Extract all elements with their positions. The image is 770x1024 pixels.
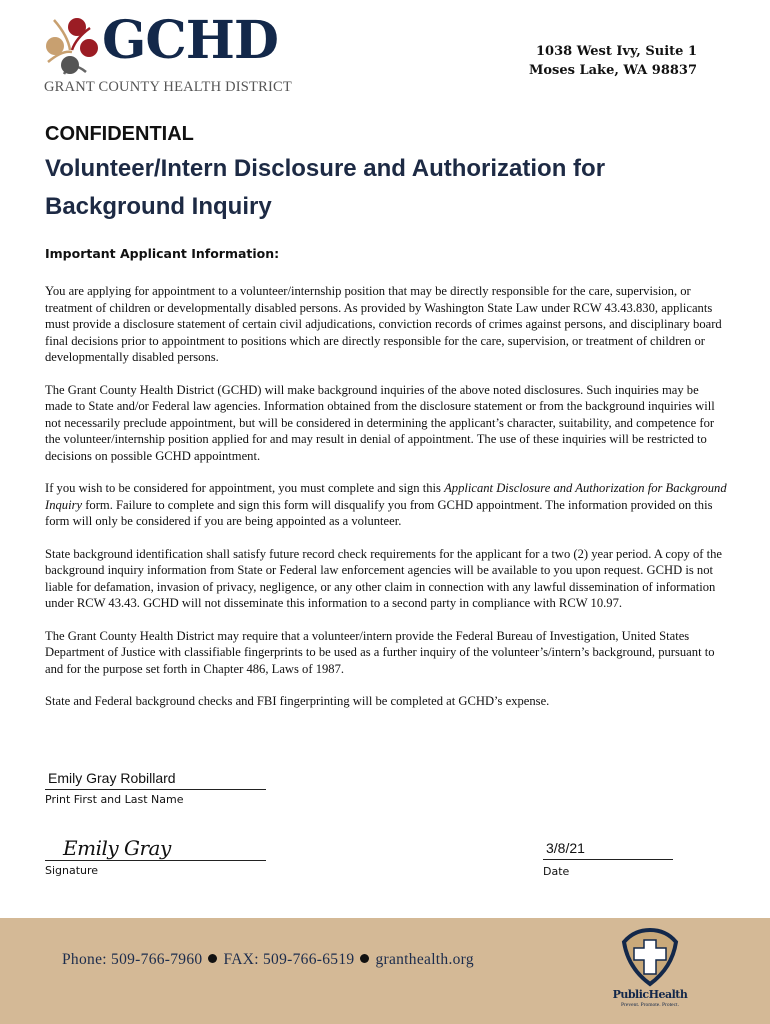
address bbox=[529, 42, 697, 80]
gchd-logo bbox=[44, 10, 292, 96]
signature-field[interactable] bbox=[45, 838, 266, 877]
phone: Phone: 509-766-7960 bbox=[62, 951, 203, 968]
paragraph-3-c: form. Failure to complete and sign this form will disqualify you from GCHD appointment. The information provided on this form will only be considered if you are being appointed as a volunteer. bbox=[45, 497, 713, 528]
body-text bbox=[45, 283, 729, 726]
address-line-2: Moses Lake, WA 98837 bbox=[529, 63, 697, 78]
public-health-badge bbox=[610, 922, 690, 1017]
form-name-italic: Applicant Disclosure and Authorization for Background Inquiry bbox=[45, 481, 727, 512]
website-link[interactable]: granthealth.org bbox=[375, 951, 474, 968]
name-field[interactable] bbox=[45, 770, 266, 806]
badge-tagline: Prevent. Promote. Protect. bbox=[621, 1002, 679, 1008]
signature-label: Signature bbox=[45, 864, 99, 877]
contact-info bbox=[62, 951, 474, 969]
paragraph-3 bbox=[45, 480, 729, 530]
paragraph-2: The Grant County Health District (GCHD) will make background inquiries of the above noted disclosures. Such inquiries may be made to State and/or Federal law agencies. Information obtained from the disclosure statement or from the background inquiries will not necessarily preclude appointment, but will be considered in determining the applicant’s character, suitability, and competence for the volunteer/internship position applied for and may result in denial of appointment. The use of these inquiries will be restricted to decisions on possible GCHD appointment. bbox=[45, 382, 715, 463]
date-label: Date bbox=[543, 865, 570, 878]
section-heading: Important Applicant Information: bbox=[45, 246, 280, 261]
confidential-label: CONFIDENTIAL bbox=[45, 123, 194, 145]
bullet-icon bbox=[360, 954, 369, 963]
name-value[interactable]: Emily Gray Robillard bbox=[45, 770, 266, 790]
date-field[interactable] bbox=[543, 840, 673, 878]
logo-text: GCHD bbox=[102, 10, 279, 71]
bullet-icon bbox=[208, 954, 217, 963]
paragraph-3-a: If you wish to be considered for appointment, you must complete and sign this bbox=[45, 481, 445, 495]
paragraph-5: The Grant County Health District may require that a volunteer/intern provide the Federal Bureau of Investigation, United States Department of Justice with classifiable fingerprints to be used as a further inquiry of the volunteer’s/intern’s background, pursuant to and for the purpose set forth in Chapter 486, Laws of 1987. bbox=[45, 628, 715, 676]
shield-cross-icon bbox=[620, 926, 680, 988]
name-label: Print First and Last Name bbox=[45, 793, 184, 806]
gchd-logo-mark-icon bbox=[44, 16, 100, 76]
page-title: Volunteer/Intern Disclosure and Authorization for Background Inquiry bbox=[45, 155, 606, 220]
address-line-1: 1038 West Ivy, Suite 1 bbox=[536, 44, 697, 59]
paragraph-4: State background identification shall satisfy future record check requirements for the applicant for a two (2) year period. A copy of the background inquiry information from State or Federal law enforcement agencies will be available to you upon request. GCHD is not liable for defamation, invasion of privacy, negligence, or any other claim in connection with any lawful dissemination of information under RCW 43.43. GCHD will not disseminate this information to a second party in compliance with RCW 10.97. bbox=[45, 546, 723, 610]
signature-value: Emily Gray bbox=[63, 836, 171, 860]
fax: FAX: 509-766-6519 bbox=[223, 951, 355, 968]
date-value[interactable]: 3/8/21 bbox=[543, 840, 673, 860]
signature-line[interactable] bbox=[45, 838, 266, 861]
footer bbox=[0, 918, 770, 1024]
logo-subtitle: GRANT COUNTY HEALTH DISTRICT bbox=[44, 79, 292, 95]
paragraph-6: State and Federal background checks and FBI fingerprinting will be completed at GCHD’s expense. bbox=[45, 694, 550, 708]
badge-name: PublicHealth bbox=[612, 988, 688, 1001]
paragraph-1: You are applying for appointment to a volunteer/internship position that may be directly responsible for the care, supervision, or treatment of children or developmentally disabled persons. As provided by Washington State Law under RCW 43.43.830, applicants must provide a disclosure statement of certain civil adjudications, conviction records of crimes against persons, and disciplinary board final decisions prior to appointment to positions which are directly responsible for the care, supervision, or treatment of children or developmentally disabled persons. bbox=[45, 284, 722, 364]
